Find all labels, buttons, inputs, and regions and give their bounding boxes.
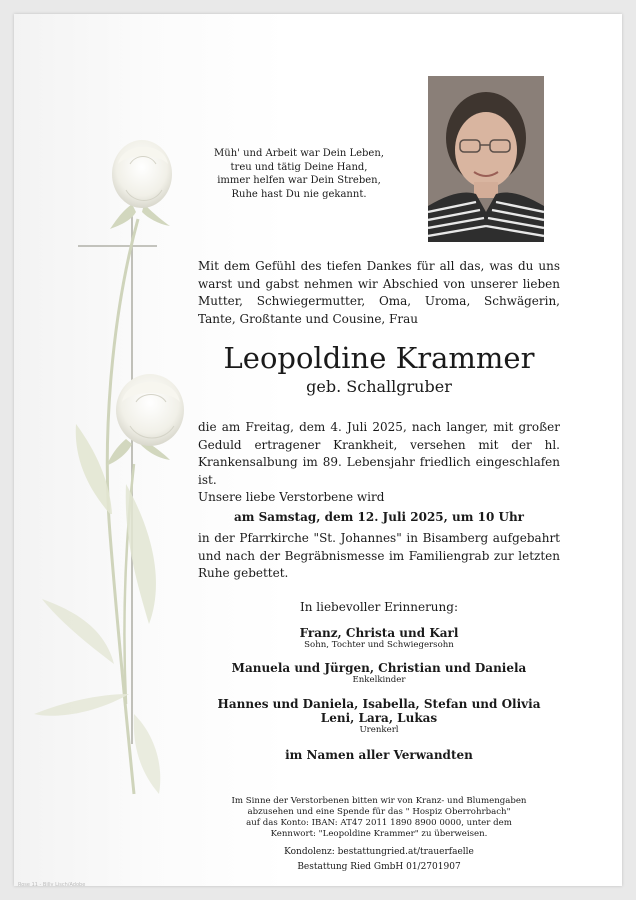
mourner-relation: Urenkerl	[359, 725, 399, 735]
funeral-date: am Samstag, dem 12. Juli 2025, um 10 Uhr	[233, 510, 524, 524]
undertaker-info: Bestattung Ried GmbH 01/2701907	[297, 862, 461, 872]
mourner-group	[198, 661, 560, 685]
memory-heading: In liebevoller Erinnerung:	[300, 600, 458, 614]
funeral-intro: Unsere liebe Verstorbene wird	[198, 490, 385, 504]
verse-line: immer helfen war Dein Streben,	[217, 175, 381, 186]
mourner-relation: Enkelkinder	[352, 675, 406, 685]
portrait-photo	[428, 76, 544, 242]
death-text: die am Freitag, dem 4. Juli 2025, nach langer, mit großer Geduld ertragener Krankheit, versehen mit der hl. Krankensalbung im 89. Lebensjahr friedlich eingeschlafen ist.	[198, 420, 560, 487]
mourner-group	[198, 626, 560, 650]
donation-notice	[204, 796, 554, 840]
mourner-names: Leni, Lara, Lukas	[320, 711, 438, 725]
notice-line: Kennwort: "Leopoldine Krammer" zu überweisen.	[270, 829, 488, 839]
condolence-link: Kondolenz: bestattungried.at/trauerfaelle	[284, 847, 474, 857]
verse-line: treu und tätig Deine Hand,	[230, 161, 368, 173]
verse-line: Ruhe hast Du nie gekannt.	[231, 188, 367, 200]
intro-text: Mit dem Gefühl des tiefen Dankes für all das, was du uns warst und gabst nehmen wir Abschied von unserer lieben Mutter, Schwiegermutter, Oma, Uroma, Schwägerin, Tante, Großtante und Cousine, Frau	[198, 259, 560, 326]
funeral-text: in der Pfarrkirche "St. Johannes" in Bisamberg aufgebahrt und nach der Begräbnismesse im Familiengrab zur letzten Ruhe gebettet.	[198, 531, 560, 580]
deceased-name: Leopoldine Krammer	[223, 341, 535, 375]
verse-line: Müh' und Arbeit war Dein Leben,	[214, 148, 384, 159]
notice-line: abzusehen und eine Spende für das " Hospiz Oberrohrbach"	[247, 807, 511, 817]
birth-name: geb. Schallgruber	[306, 377, 452, 396]
notice-line: Im Sinne der Verstorbenen bitten wir von Kranz- und Blumengaben	[231, 796, 527, 806]
mourner-relation: Sohn, Tochter und Schwiegersohn	[304, 640, 454, 650]
rose-bloom-top	[112, 140, 172, 208]
photo-credit: Rose 11 - Billy Lisch/Adobe	[18, 882, 86, 886]
memorial-verse	[199, 147, 399, 201]
rose-bloom-lower	[116, 374, 184, 446]
mourner-group	[198, 697, 560, 735]
mourner-names: Manuela und Jürgen, Christian und Daniela	[231, 661, 527, 675]
mourner-names: Hannes und Daniela, Isabella, Stefan und Olivia	[217, 697, 541, 711]
obituary-card	[14, 14, 622, 886]
notice-line: auf das Konto: IBAN: AT47 2011 1890 8900 0000, unter dem	[246, 818, 512, 828]
relatives-line: im Namen aller Verwandten	[285, 748, 473, 762]
mourner-names: Franz, Christa und Karl	[299, 626, 459, 640]
